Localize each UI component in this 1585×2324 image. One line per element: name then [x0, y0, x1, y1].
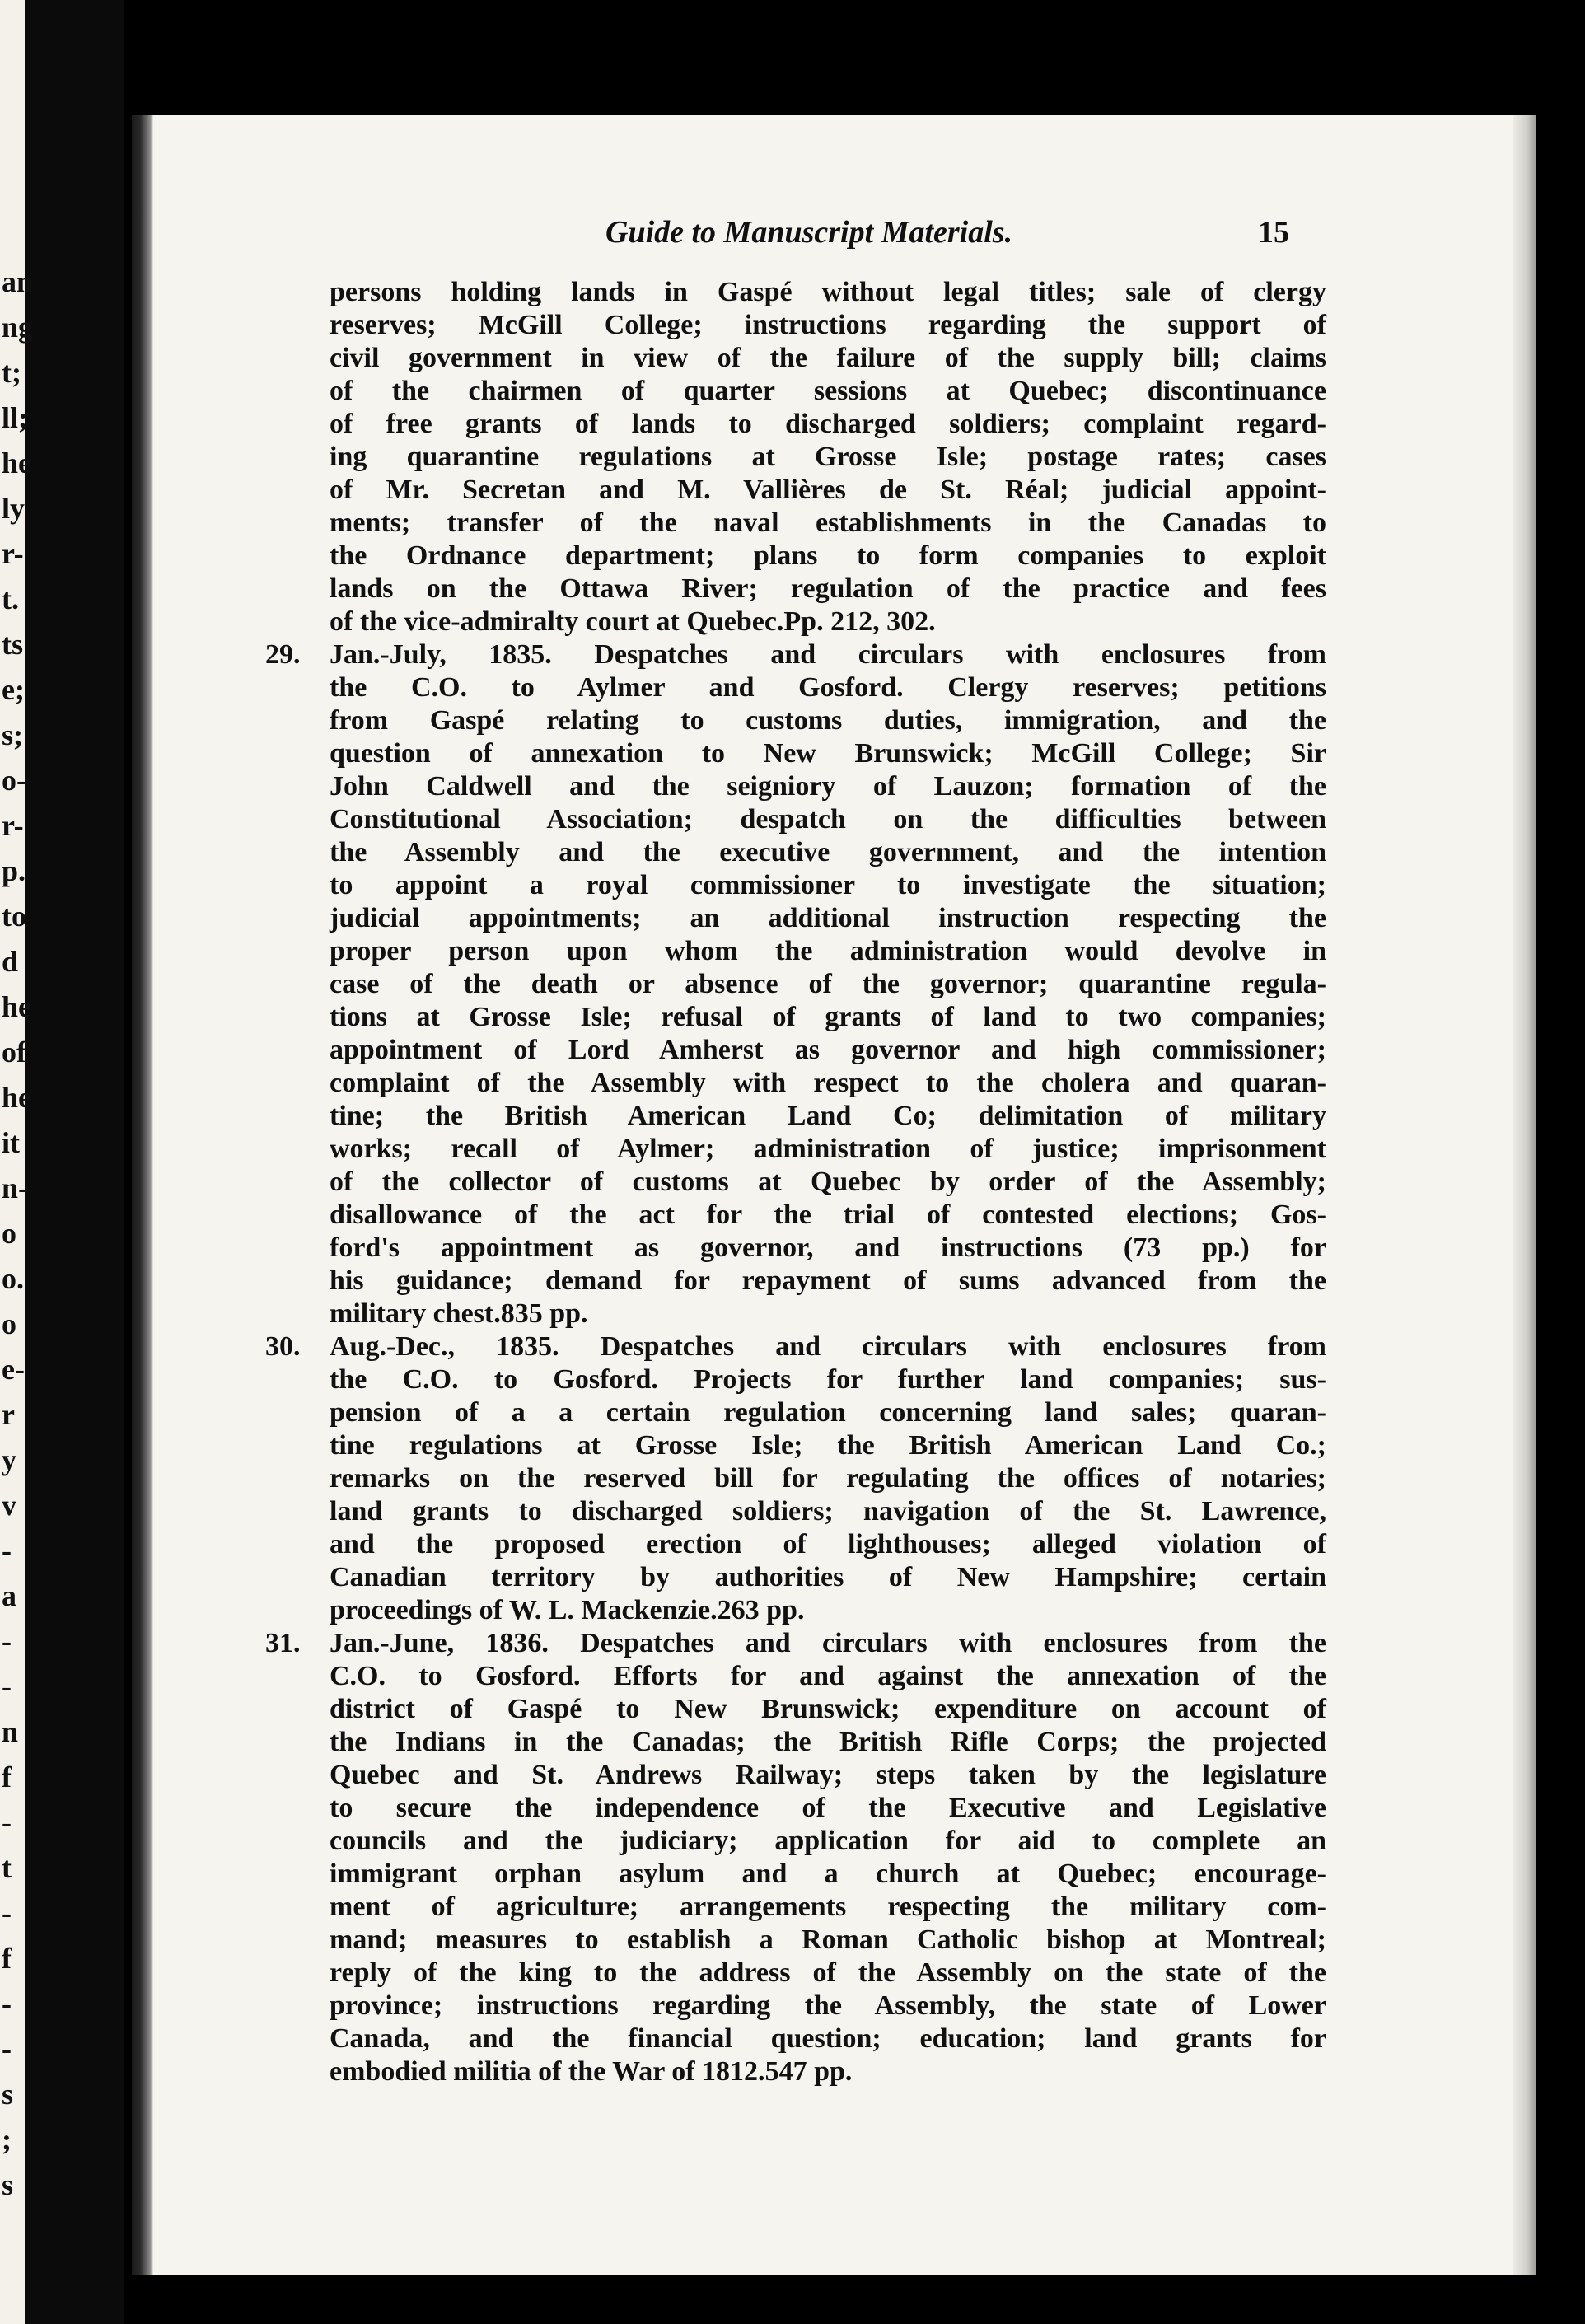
text-line: the Assembly and the executive government, and the intention	[330, 837, 1326, 867]
previous-page-fragment: e-	[2, 1353, 25, 1386]
final-line	[330, 1594, 1326, 1627]
previous-page-fragment: o-	[2, 764, 26, 797]
text-line: case of the death or absence of the governor; quarantine regula-	[330, 969, 1326, 999]
text-line: province; instructions regarding the Assembly, the state of Lower	[330, 1990, 1326, 2021]
entry-30	[265, 1330, 1326, 1627]
previous-page-fragment: -	[2, 1534, 12, 1567]
previous-page-fragment: r-	[2, 809, 24, 842]
entry-number: 31.	[265, 1628, 301, 1658]
previous-page-fragment: d	[2, 945, 19, 978]
previous-page-fragment: y	[2, 1443, 16, 1476]
text-line: the C.O. to Gosford. Projects for further land companies; sus-	[330, 1364, 1326, 1395]
text-line: to appoint a royal commissioner to investigate the situation;	[330, 870, 1326, 900]
page-edge	[1513, 115, 1536, 2275]
text-line: immigrant orphan asylum and a church at Quebec; encourage-	[330, 1859, 1326, 1889]
entry-number: 30.	[265, 1331, 301, 1362]
text-line: councils and the judiciary; application for aid to complete an	[330, 1826, 1326, 1856]
text-line: tine; the British American Land Co; delimitation of military	[330, 1101, 1326, 1131]
text-line: C.O. to Gosford. Efforts for and against the annexation of the	[330, 1661, 1326, 1691]
text-line: disallowance of the act for the trial of contested elections; Gos-	[330, 1199, 1326, 1230]
text-line: the C.O. to Aylmer and Gosford. Clergy reserves; petitions	[330, 672, 1326, 703]
running-title: Guide to Manuscript Materials.	[605, 215, 1013, 250]
text-line: Constitutional Association; despatch on the difficulties between	[330, 804, 1326, 835]
text-line: ford's appointment as governor, and instructions (73 pp.) for	[330, 1232, 1326, 1263]
previous-page-fragment: f	[2, 1761, 12, 1793]
previous-page-fragment: ng	[2, 311, 34, 344]
previous-page-fragment: t;	[2, 356, 21, 389]
entry-continuation	[330, 276, 1326, 638]
page-count: 547 pp.	[764, 2056, 853, 2087]
left-margin	[0, 0, 124, 2324]
text-line: Jan.-June, 1836. Despatches and circulars with enclosures from the	[330, 1628, 1326, 1658]
previous-page-fragment: -	[2, 1670, 12, 1703]
previous-page-fragment: o.	[2, 1262, 24, 1295]
text-line: the Indians in the Canadas; the British Rifle Corps; the projected	[330, 1727, 1326, 1757]
previous-page-fragment: of	[2, 1036, 26, 1068]
text-line: Jan.-July, 1835. Despatches and circulars with enclosures from	[330, 639, 1326, 670]
page-number: 15	[1258, 215, 1289, 250]
text-line: question of annexation to New Brunswick; McGill College; Sir	[330, 738, 1326, 769]
previous-page-fragment: -	[2, 1987, 12, 2020]
text-line: of free grants of lands to discharged soldiers; complaint regard-	[330, 409, 1326, 439]
previous-page-fragment: ly	[2, 492, 26, 525]
previous-page-fragment: he	[2, 447, 31, 479]
entry-29	[265, 638, 1326, 1330]
text-line: Canadian territory by authorities of New Hampshire; certain	[330, 1562, 1326, 1592]
text-line: ment of agriculture; arrangements respecting the military com-	[330, 1891, 1326, 1922]
previous-page-fragment: -	[2, 1806, 12, 1839]
text-line: tine regulations at Grosse Isle; the British American Land Co.;	[330, 1430, 1326, 1461]
page-count: Pp. 212, 302.	[783, 606, 936, 637]
text-line: works; recall of Aylmer; administration of justice; imprisonment	[330, 1134, 1326, 1164]
previous-page-fragment: it	[2, 1126, 20, 1159]
text-line: the Ordnance department; plans to form companies to exploit	[330, 540, 1326, 571]
final-line-text: proceedings of W. L. Mackenzie.	[330, 1595, 718, 1625]
entry-31	[265, 1627, 1326, 2088]
previous-page-fragment: p.	[2, 854, 26, 887]
text-line: district of Gaspé to New Brunswick; expenditure on account of	[330, 1694, 1326, 1724]
text-line: appointment of Lord Amherst as governor and high commissioner;	[330, 1035, 1326, 1065]
previous-page-fragment: -	[2, 1896, 12, 1929]
previous-page-fragment: f	[2, 1942, 12, 1975]
text-line: ing quarantine regulations at Grosse Isle; postage rates; cases	[330, 442, 1326, 472]
page-count: 835 pp.	[500, 1298, 588, 1329]
text-line: persons holding lands in Gaspé without legal titles; sale of clergy	[330, 277, 1326, 307]
text-line: complaint of the Assembly with respect to the cholera and quaran-	[330, 1068, 1326, 1098]
previous-page-fragment: to	[2, 900, 26, 933]
previous-page-fragment: o	[2, 1307, 16, 1340]
text-line: land grants to discharged soldiers; navigation of the St. Lawrence,	[330, 1496, 1326, 1527]
previous-page-fragment: s	[2, 2078, 14, 2111]
previous-page-fragment: n	[2, 1715, 19, 1748]
text-line: Canada, and the financial question; education; land grants for	[330, 2023, 1326, 2054]
previous-page-fragment: an	[2, 265, 34, 298]
text-line: to secure the independence of the Executive and Legislative	[330, 1793, 1326, 1823]
text-line: of Mr. Secretan and M. Vallières de St. Réal; judicial appoint-	[330, 475, 1326, 505]
text-line: mand; measures to establish a Roman Catholic bishop at Montreal;	[330, 1924, 1326, 1955]
previous-page-fragment: he	[2, 990, 31, 1023]
page-count: 263 pp.	[717, 1595, 805, 1625]
previous-page-fragment: s;	[2, 718, 23, 751]
previous-page-fragment: n-	[2, 1171, 29, 1204]
previous-page-fragment: ll;	[2, 401, 28, 434]
text-line: John Caldwell and the seigniory of Lauzon; formation of the	[330, 771, 1326, 802]
text-line: pension of a a certain regulation concerning land sales; quaran-	[330, 1397, 1326, 1428]
previous-page-fragment: e;	[2, 673, 25, 706]
previous-page-edge	[0, 0, 34, 2324]
final-line-text: of the vice-admiralty court at Quebec.	[330, 606, 784, 637]
final-line-text: military chest.	[330, 1298, 501, 1329]
previous-page-fragment: -	[2, 2032, 12, 2065]
text-line: and the proposed erection of lighthouses; alleged violation of	[330, 1529, 1326, 1559]
previous-page-fragment: t.	[2, 582, 19, 615]
previous-page-fragment: ts	[2, 628, 23, 661]
text-line: ments; transfer of the naval establishments in the Canadas to	[330, 507, 1326, 538]
previous-page-fragment: a	[2, 1579, 16, 1612]
text-line: Quebec and St. Andrews Railway; steps taken by the legislature	[330, 1760, 1326, 1790]
previous-page-fragment: he	[2, 1081, 31, 1114]
document-page	[132, 115, 1536, 2275]
text-line: tions at Grosse Isle; refusal of grants of land to two companies;	[330, 1002, 1326, 1032]
text-line: civil government in view of the failure of the supply bill; claims	[330, 343, 1326, 373]
book-spine-shadow	[132, 115, 153, 2275]
previous-page-fragment: ;	[2, 2123, 12, 2156]
text-line: of the chairmen of quarter sessions at Quebec; discontinuance	[330, 376, 1326, 406]
final-line	[330, 2055, 1326, 2088]
previous-page-fragment: s	[2, 2168, 14, 2201]
previous-page-fragment: t	[2, 1851, 12, 1884]
previous-page-text	[0, 260, 33, 2208]
previous-page-fragment: r-	[2, 537, 24, 570]
running-header	[605, 214, 1536, 264]
body-text	[265, 276, 1326, 2088]
final-line	[330, 1298, 1326, 1330]
text-line: judicial appointments; an additional instruction respecting the	[330, 903, 1326, 933]
text-line: lands on the Ottawa River; regulation of the practice and fees	[330, 573, 1326, 604]
previous-page-fragment: -	[2, 1625, 12, 1658]
final-line	[330, 606, 1326, 638]
previous-page-fragment: o	[2, 1217, 16, 1250]
previous-page-fragment: v	[2, 1489, 16, 1522]
entry-number: 29.	[265, 639, 301, 670]
text-line: his guidance; demand for repayment of sums advanced from the	[330, 1265, 1326, 1296]
text-line: from Gaspé relating to customs duties, immigration, and the	[330, 705, 1326, 736]
text-line: Aug.-Dec., 1835. Despatches and circulars with enclosures from	[330, 1331, 1326, 1362]
text-line: reply of the king to the address of the Assembly on the state of the	[330, 1957, 1326, 1988]
text-line: proper person upon whom the administration would devolve in	[330, 936, 1326, 966]
previous-page-fragment: r	[2, 1398, 15, 1431]
text-line: reserves; McGill College; instructions regarding the support of	[330, 310, 1326, 340]
final-line-text: embodied militia of the War of 1812.	[330, 2056, 765, 2087]
text-line: of the collector of customs at Quebec by order of the Assembly;	[330, 1167, 1326, 1197]
text-line: remarks on the reserved bill for regulating the offices of notaries;	[330, 1463, 1326, 1494]
